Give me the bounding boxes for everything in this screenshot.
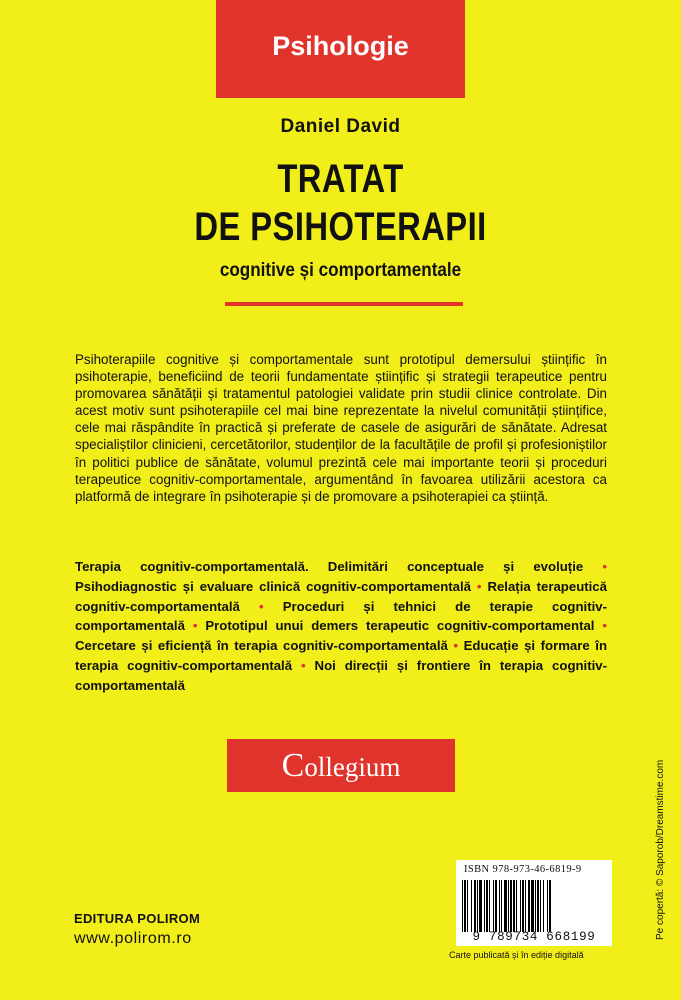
contents-item: Terapia cognitiv-comportamentală. Delimitări conceptuale și evoluție [75, 559, 584, 574]
collegium-logo-text: Collegium [281, 746, 401, 784]
contents-item: Cercetare și eficiență în terapia cognitiv-comportamentală [75, 638, 448, 654]
contents-item: Prototipul unui demers terapeutic cognitiv-comportamental [205, 618, 595, 634]
author-name: Daniel David [280, 116, 401, 137]
contents-item: Noi direcții și frontiere în terapia cognitiv-comportamentală [75, 657, 607, 693]
bullet-icon: • [602, 618, 607, 634]
contents-item: Educație și formare în terapia cognitiv-comportamentală [75, 638, 607, 673]
title-line-2: DE PSIHOTERAPII [194, 205, 487, 249]
barcode-icon [462, 880, 608, 932]
contents-item: Proceduri și tehnici de terapie cognitiv-comportamentală [75, 598, 607, 634]
series-banner [216, 0, 465, 98]
publisher-website: www.polirom.ro [74, 930, 192, 947]
book-subtitle: cognitive și comportamentale [219, 260, 462, 281]
contents-item: Psihodiagnostic și evaluare clinică cognitiv-comportamentală [75, 578, 471, 594]
cover-credit: Pe copertă: © Saporob/Dreamstime.com [655, 759, 666, 940]
bullet-icon: • [259, 598, 264, 614]
contents-item: Relația terapeutică cognitiv-comportamentală [75, 578, 607, 614]
title-divider [225, 302, 463, 306]
bullet-icon: • [192, 618, 198, 634]
barcode-number: 9 789734 668199 [472, 930, 596, 944]
book-description: Psihoterapiile cognitive și comportamentale sunt prototipul demersului științific în psihoterapie, beneficiind de teorii fundamentate științific și strategii terapeutice pentru promovarea sănătății și tratamentul patologiei validate prin studii clinice controlate. Din acest motiv sunt psihoterapiile cel mai bine reprezentate la nivelul comunității științifice, cele mai răspândite în practică și preferate de casele de asigurări de sănătate. Adresat specialiștilor clinicieni, cercetătorilor, studenților de la facultățile de profil și profesioniștilor în politici publice de sănătate, volumul prezintă cele mai importante teorii și proceduri terapeutice cognitiv-comportamentale, argumentând în favoarea utilizării acestora ca platformă de integrare în psihoterapie și de promovare a psihoterapiei ca știință. [75, 352, 607, 504]
bullet-icon: • [476, 578, 482, 594]
series-label: Psihologie [272, 30, 409, 61]
collegium-logo [227, 739, 455, 792]
contents-list [75, 557, 607, 696]
bullet-icon: • [602, 559, 607, 574]
title-line-1: TRATAT [277, 157, 404, 201]
isbn-label: ISBN 978-973-46-6819-9 [464, 864, 582, 875]
digital-edition-note: Carte publicată și în ediție digitală [449, 950, 584, 960]
bullet-icon: • [300, 657, 306, 673]
bullet-icon: • [453, 638, 459, 654]
publisher-name: EDITURA POLIROM [74, 911, 201, 926]
